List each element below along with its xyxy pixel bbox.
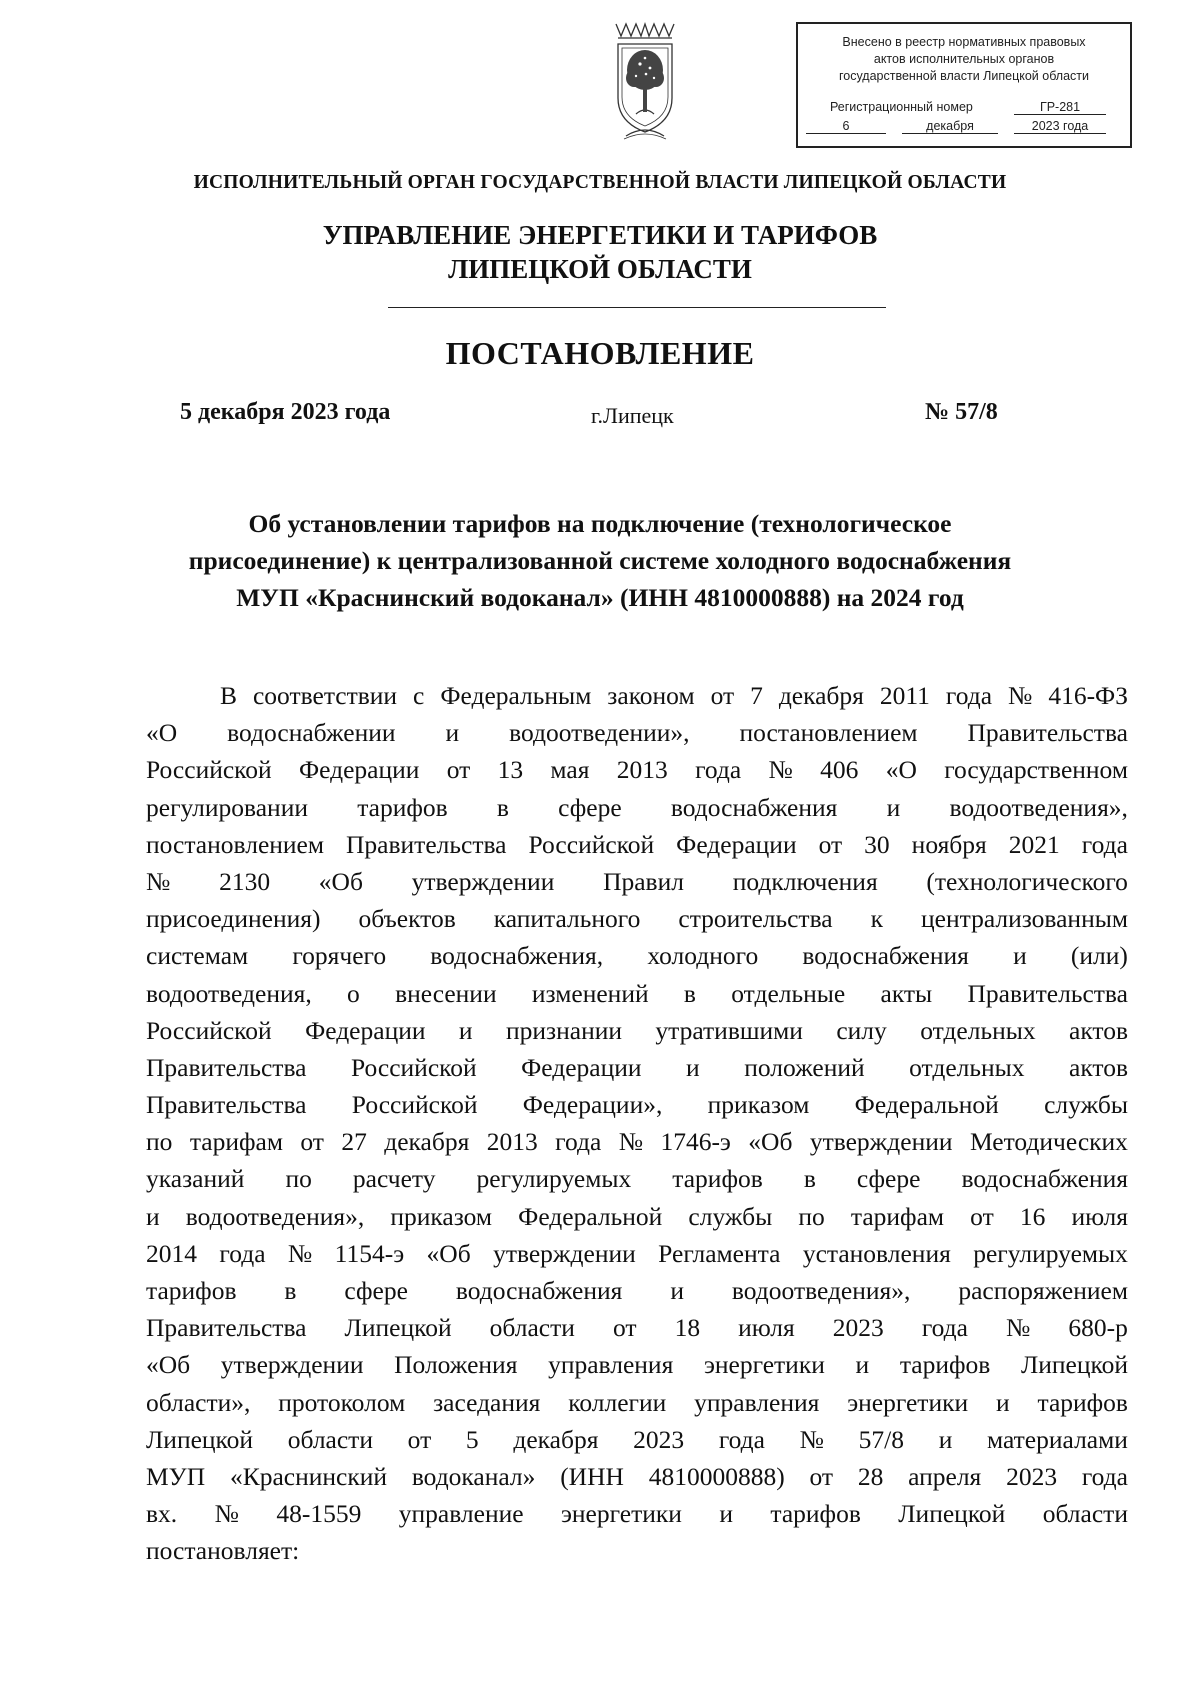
body-line: тарифов в сфере водоснабжения и водоотведения», распоряжением: [146, 1276, 1128, 1305]
body-line: системам горячего водоснабжения, холодного водоснабжения и (или): [146, 941, 1128, 971]
stamp-line: Внесено в реестр нормативных правовых: [842, 35, 1086, 49]
header-divider: [388, 307, 886, 308]
body-line: Липецкой области от 5 декабря 2023 года № 57/8 и материалами: [146, 1424, 1128, 1454]
document-date: 5 декабря 2023 года: [180, 399, 391, 425]
stamp-month: декабря: [902, 119, 998, 134]
department-name: [0, 218, 1200, 286]
body-line: водоотведения, о внесении изменений в отдельные акты Правительства: [146, 978, 1128, 1008]
document-type: ПОСТАНОВЛЕНИЕ: [445, 335, 755, 371]
body-line: Российской Федерации и признании утратившими силу отдельных актов: [146, 1015, 1128, 1045]
stamp-reg-number: ГР-281: [1014, 100, 1106, 115]
body-line: регулировании тарифов в сфере водоснабжения и водоотведения»,: [146, 792, 1128, 822]
stamp-text: [804, 34, 1124, 85]
body-line: постановлением Правительства Российской Федерации от 30 ноября 2021 года: [146, 829, 1128, 859]
body-line: присоединения) объектов капитального строительства к централизованным: [146, 904, 1128, 934]
body-line: Правительства Российской Федерации», приказом Федеральной службы: [146, 1090, 1128, 1120]
body-line: Российской Федерации от 13 мая 2013 года № 406 «О государственном: [146, 755, 1128, 785]
body-line: МУП «Краснинский водоканал» (ИНН 4810000888) от 28 апреля 2023 года: [146, 1461, 1128, 1491]
body-line: Правительства Российской Федерации и положений отдельных актов: [146, 1052, 1128, 1082]
issuing-authority: ИСПОЛНИТЕЛЬНЫЙ ОРГАН ГОСУДАРСТВЕННОЙ ВЛАСТИ ЛИПЕЦКОЙ ОБЛАСТИ: [193, 172, 1007, 193]
stamp-registration-row: [798, 100, 1130, 118]
body-line: вх. № 48-1559 управление энергетики и тарифов Липецкой области: [146, 1499, 1128, 1529]
body-line: по тарифам от 27 декабря 2013 года № 1746-э «Об утверждении Методических: [146, 1127, 1128, 1157]
stamp-year: 2023 года: [1014, 119, 1106, 134]
body-line: В соответствии с Федеральным законом от 7 декабря 2011 года № 416-ФЗ: [220, 681, 1128, 710]
title-line: МУП «Краснинский водоканал» (ИНН 4810000888) на 2024 год: [236, 583, 964, 612]
body-line: «Об утверждении Положения управления энергетики и тарифов Липецкой: [146, 1350, 1128, 1380]
body-line: указаний по расчету регулируемых тарифов в сфере водоснабжения: [146, 1164, 1128, 1194]
stamp-reg-label: Регистрационный номер: [830, 100, 973, 114]
body-line: и водоотведения», приказом Федеральной службы по тарифам от 16 июля: [146, 1201, 1128, 1231]
title-line: Об установлении тарифов на подключение (технологическое: [248, 509, 952, 538]
coat-of-arms-emblem: [610, 18, 680, 143]
stamp-day: 6: [806, 119, 886, 134]
department-line: ЛИПЕЦКОЙ ОБЛАСТИ: [448, 254, 752, 284]
body-line: постановляет:: [146, 1536, 300, 1566]
document-title: [140, 505, 1060, 616]
body-line: 2014 года № 1154-э «Об утверждении Регламента установления регулируемых: [146, 1238, 1128, 1268]
title-line: присоединение) к централизованной системе холодного водоснабжения: [188, 546, 1012, 575]
stamp-line: актов исполнительных органов: [873, 52, 1055, 66]
stamp-date-row: [798, 119, 1130, 135]
document-body: [146, 677, 1128, 1570]
body-line: № 2130 «Об утверждении Правил подключения (технологического: [146, 866, 1128, 896]
registration-stamp: [796, 22, 1132, 148]
body-line: Правительства Липецкой области от 18 июля 2023 года № 680-р: [146, 1313, 1128, 1343]
document-city: г.Липецк: [591, 403, 674, 428]
department-line: УПРАВЛЕНИЕ ЭНЕРГЕТИКИ И ТАРИФОВ: [322, 220, 878, 250]
stamp-line: государственной власти Липецкой области: [838, 69, 1090, 83]
document-number: № 57/8: [925, 399, 998, 425]
body-line: «О водоснабжении и водоотведении», постановлением Правительства: [146, 718, 1128, 748]
body-line: области», протоколом заседания коллегии управления энергетики и тарифов: [146, 1387, 1128, 1417]
